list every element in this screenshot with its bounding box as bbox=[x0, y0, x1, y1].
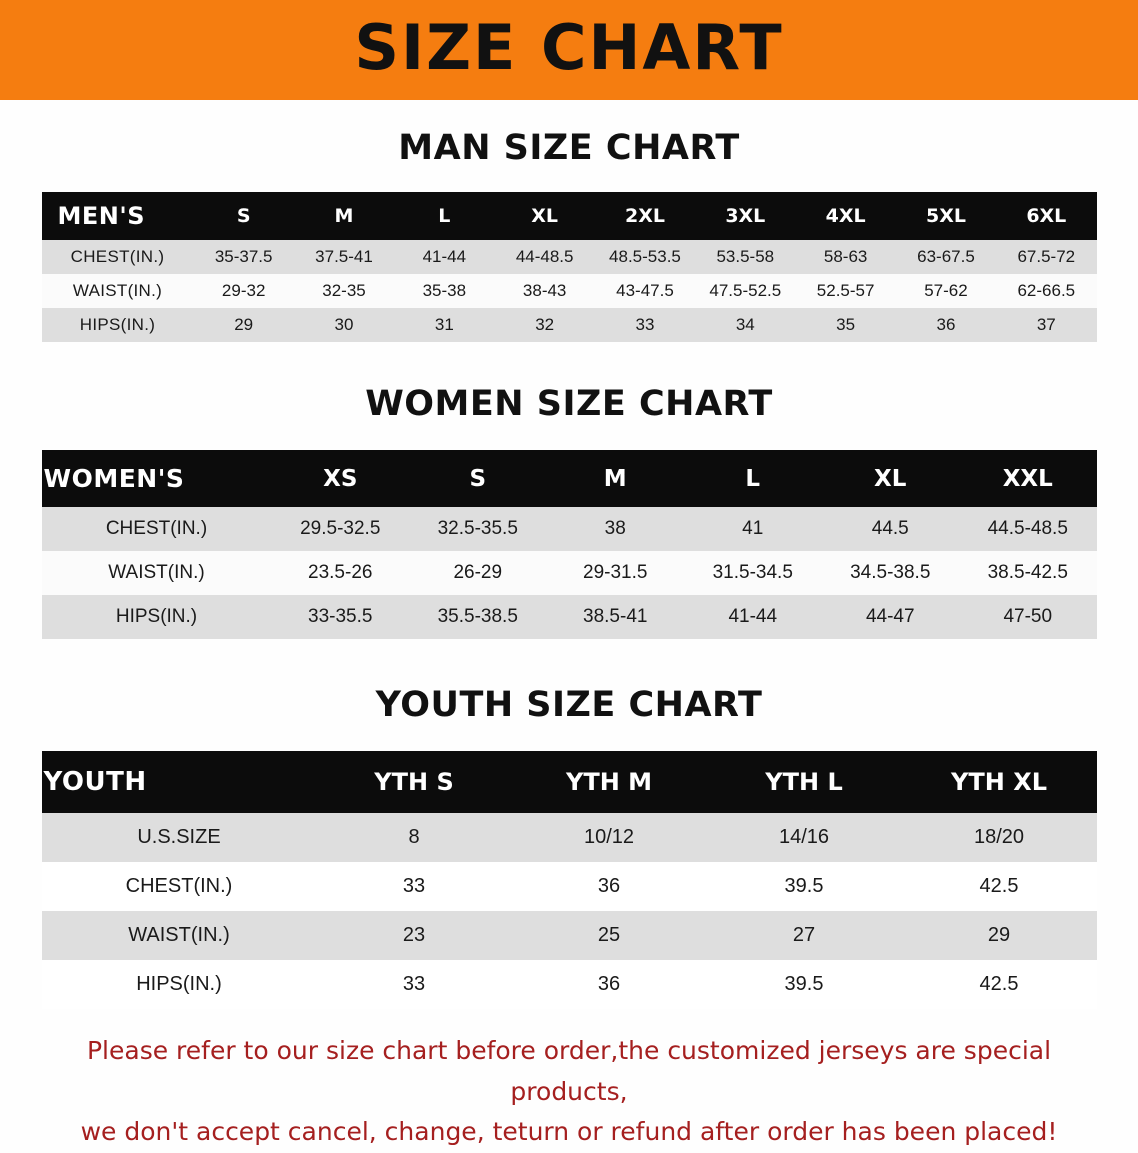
table-cell: 29 bbox=[902, 911, 1097, 960]
men-table-head bbox=[42, 192, 1097, 240]
table-cell: 31.5-34.5 bbox=[684, 551, 822, 595]
table-cell: 18/20 bbox=[902, 813, 1097, 862]
youth-header-size-yth-l: YTH L bbox=[707, 751, 902, 813]
table-cell: 44.5 bbox=[822, 507, 960, 551]
table-cell: 37 bbox=[996, 308, 1096, 342]
table-row bbox=[42, 862, 1097, 911]
table-cell: 63-67.5 bbox=[896, 240, 996, 274]
table-cell: 47-50 bbox=[959, 595, 1097, 639]
table-cell: 30 bbox=[294, 308, 394, 342]
women-row-label: CHEST(IN.) bbox=[42, 507, 272, 551]
man-size-table bbox=[42, 192, 1097, 342]
table-cell: 58-63 bbox=[795, 240, 895, 274]
youth-header-label: YOUTH bbox=[42, 751, 317, 813]
table-row bbox=[42, 813, 1097, 862]
women-header-size-xl: XL bbox=[822, 450, 960, 507]
table-row bbox=[42, 274, 1097, 308]
table-cell: 41-44 bbox=[394, 240, 494, 274]
table-cell: 33-35.5 bbox=[272, 595, 410, 639]
table-cell: 34.5-38.5 bbox=[822, 551, 960, 595]
women-header-size-xs: XS bbox=[272, 450, 410, 507]
youth-header-size-yth-s: YTH S bbox=[317, 751, 512, 813]
table-row bbox=[42, 240, 1097, 274]
men-row-label: HIPS(IN.) bbox=[42, 308, 194, 342]
table-header-row bbox=[42, 751, 1097, 813]
table-cell: 33 bbox=[595, 308, 695, 342]
men-row-label: CHEST(IN.) bbox=[42, 240, 194, 274]
table-cell: 37.5-41 bbox=[294, 240, 394, 274]
table-cell: 44-48.5 bbox=[494, 240, 594, 274]
table-cell: 33 bbox=[317, 960, 512, 1009]
table-cell: 41-44 bbox=[684, 595, 822, 639]
women-table-body bbox=[42, 507, 1097, 639]
men-row-label: WAIST(IN.) bbox=[42, 274, 194, 308]
men-header-size-2xl: 2XL bbox=[595, 192, 695, 240]
table-row bbox=[42, 507, 1097, 551]
table-header-row bbox=[42, 192, 1097, 240]
women-section-title: WOMEN SIZE CHART bbox=[365, 384, 773, 424]
table-cell: 36 bbox=[512, 862, 707, 911]
table-cell: 39.5 bbox=[707, 862, 902, 911]
table-cell: 31 bbox=[394, 308, 494, 342]
disclaimer-line-1: Please refer to our size chart before order,the customized jerseys are special products, bbox=[86, 1036, 1052, 1106]
table-cell: 39.5 bbox=[707, 960, 902, 1009]
table-cell: 27 bbox=[707, 911, 902, 960]
table-cell: 32.5-35.5 bbox=[409, 507, 547, 551]
youth-row-label: CHEST(IN.) bbox=[42, 862, 317, 911]
table-cell: 29.5-32.5 bbox=[272, 507, 410, 551]
men-header-size-6xl: 6XL bbox=[996, 192, 1096, 240]
man-section-title: MAN SIZE CHART bbox=[398, 128, 740, 168]
youth-row-label: HIPS(IN.) bbox=[42, 960, 317, 1009]
table-cell: 32 bbox=[494, 308, 594, 342]
women-header-label: WOMEN'S bbox=[42, 450, 272, 507]
table-cell: 29-32 bbox=[194, 274, 294, 308]
table-cell: 35-38 bbox=[394, 274, 494, 308]
table-cell: 38.5-41 bbox=[547, 595, 685, 639]
women-row-label: WAIST(IN.) bbox=[42, 551, 272, 595]
women-table-head bbox=[42, 450, 1097, 507]
youth-size-table bbox=[42, 751, 1097, 1009]
table-header-row bbox=[42, 450, 1097, 507]
table-cell: 23.5-26 bbox=[272, 551, 410, 595]
table-row bbox=[42, 595, 1097, 639]
table-cell: 53.5-58 bbox=[695, 240, 795, 274]
table-cell: 34 bbox=[695, 308, 795, 342]
table-cell: 29 bbox=[194, 308, 294, 342]
table-cell: 44-47 bbox=[822, 595, 960, 639]
table-cell: 38.5-42.5 bbox=[959, 551, 1097, 595]
table-cell: 35 bbox=[795, 308, 895, 342]
youth-header-size-yth-xl: YTH XL bbox=[902, 751, 1097, 813]
table-cell: 44.5-48.5 bbox=[959, 507, 1097, 551]
table-cell: 57-62 bbox=[896, 274, 996, 308]
youth-table-body bbox=[42, 813, 1097, 1009]
table-cell: 36 bbox=[896, 308, 996, 342]
women-row-label: HIPS(IN.) bbox=[42, 595, 272, 639]
table-cell: 8 bbox=[317, 813, 512, 862]
table-cell: 26-29 bbox=[409, 551, 547, 595]
men-header-size-s: S bbox=[194, 192, 294, 240]
women-header-size-xxl: XXL bbox=[959, 450, 1097, 507]
youth-row-label: WAIST(IN.) bbox=[42, 911, 317, 960]
table-cell: 62-66.5 bbox=[996, 274, 1096, 308]
table-cell: 10/12 bbox=[512, 813, 707, 862]
men-table-body bbox=[42, 240, 1097, 342]
men-header-size-xl: XL bbox=[494, 192, 594, 240]
table-cell: 42.5 bbox=[902, 862, 1097, 911]
table-cell: 14/16 bbox=[707, 813, 902, 862]
table-cell: 32-35 bbox=[294, 274, 394, 308]
disclaimer-line-2: we don't accept cancel, change, teturn or refund after order has been placed! bbox=[80, 1117, 1058, 1146]
men-header-size-m: M bbox=[294, 192, 394, 240]
table-cell: 25 bbox=[512, 911, 707, 960]
men-header-size-3xl: 3XL bbox=[695, 192, 795, 240]
men-header-size-4xl: 4XL bbox=[795, 192, 895, 240]
table-cell: 35-37.5 bbox=[194, 240, 294, 274]
table-row bbox=[42, 551, 1097, 595]
table-cell: 67.5-72 bbox=[996, 240, 1096, 274]
women-size-table bbox=[42, 450, 1097, 639]
men-header-size-l: L bbox=[394, 192, 494, 240]
table-cell: 38-43 bbox=[494, 274, 594, 308]
table-cell: 43-47.5 bbox=[595, 274, 695, 308]
table-cell: 29-31.5 bbox=[547, 551, 685, 595]
table-row bbox=[42, 911, 1097, 960]
banner bbox=[0, 0, 1138, 100]
table-cell: 41 bbox=[684, 507, 822, 551]
women-header-size-l: L bbox=[684, 450, 822, 507]
women-header-size-s: S bbox=[409, 450, 547, 507]
table-cell: 52.5-57 bbox=[795, 274, 895, 308]
youth-header-size-yth-m: YTH M bbox=[512, 751, 707, 813]
table-cell: 33 bbox=[317, 862, 512, 911]
table-cell: 42.5 bbox=[902, 960, 1097, 1009]
table-cell: 35.5-38.5 bbox=[409, 595, 547, 639]
table-cell: 23 bbox=[317, 911, 512, 960]
table-row bbox=[42, 960, 1097, 1009]
men-header-label: MEN'S bbox=[42, 192, 194, 240]
table-cell: 48.5-53.5 bbox=[595, 240, 695, 274]
page-title: SIZE CHART bbox=[354, 11, 784, 84]
table-cell: 38 bbox=[547, 507, 685, 551]
youth-section-title: YOUTH SIZE CHART bbox=[375, 685, 763, 725]
table-cell: 36 bbox=[512, 960, 707, 1009]
youth-row-label: U.S.SIZE bbox=[42, 813, 317, 862]
men-header-size-5xl: 5XL bbox=[896, 192, 996, 240]
women-header-size-m: M bbox=[547, 450, 685, 507]
youth-table-head bbox=[42, 751, 1097, 813]
table-row bbox=[42, 308, 1097, 342]
table-cell: 47.5-52.5 bbox=[695, 274, 795, 308]
disclaimer-note bbox=[59, 1031, 1079, 1153]
